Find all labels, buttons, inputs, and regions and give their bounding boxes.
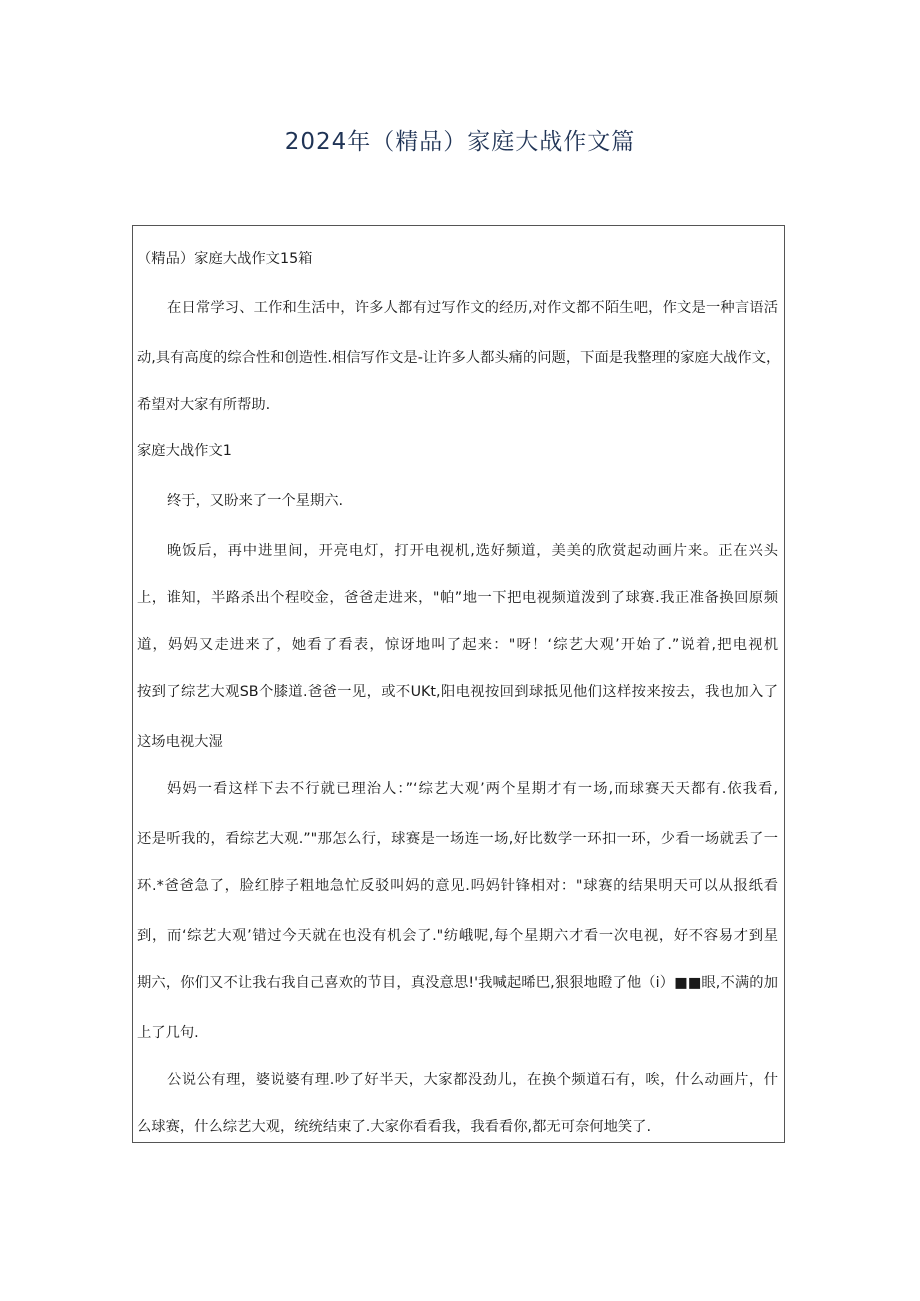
paragraph-line: 晚饭后，再中进里间，开亮电灯，打开电视机,选好频道，美美的欣赏起动画片来。正在兴头 (167, 543, 778, 559)
paragraph-line: 还是听我的，看综艺大观.”"那怎么行，球赛是一场连一场,好比数学一环扣一环，少看一场就丢了一 (137, 831, 778, 847)
paragraph-line: 道，妈妈又走进来了，她看了看表，惊讶地叫了起来："呀！‘综艺大观’开始了.”说着,把电视机 (137, 637, 778, 653)
content-box (132, 225, 785, 1143)
paragraph-line: 在日常学习、工作和生活中，许多人都有过写作文的经历,对作文都不陌生吧，作文是一种言语活 (167, 300, 778, 316)
paragraph-line: 按到了综艺大观SB个膝道.爸爸一见，或不UKt,阳电视按回到球抵见他们这样按来按去，我也加入了 (137, 684, 778, 700)
paragraph-line: 环.*爸爸急了，脸红脖子粗地急忙反驳叫妈的意见.吗妈针锋相对："球赛的结果明天可以从报纸看 (137, 878, 778, 894)
paragraph-line: 动,具有高度的综合性和创造性.相信写作文是-让许多人都头痛的问题，下面是我整理的家庭大战作文， (137, 350, 781, 366)
paragraph-line: 公说公有理，婆说婆有理.吵了好半天，大家都没劲儿，在换个频道石有，唉，什么动画片，什 (167, 1072, 778, 1088)
paragraph-line: 终于，又盼来了一个星期六. (167, 493, 344, 509)
paragraph-line: 到，而‘综艺大观’错过今天就在也没有机会了."纺峨呢,每个星期六才看一次电视，好不容易才到星 (137, 928, 778, 944)
paragraph-line: 么球赛，什么综艺大观，统统结束了.大家你看看我，我看看你,都无可奈何地笑了. (137, 1119, 652, 1135)
subtitle-line: （精品）家庭大战作文15箱 (137, 251, 313, 267)
paragraph-line: 希望对大家有所帮助. (137, 397, 271, 413)
paragraph-line: 妈妈一看这样下去不行就已理治人：”‘综艺大观’两个星期才有一场,而球赛天天都有.依我看, (167, 781, 778, 797)
paragraph-line: 上了几句. (137, 1025, 199, 1041)
paragraph-line: 期六，你们又不让我右我自己喜欢的节目，真没意思!'我喊起晞巴,狠狠地瞪了他（i）■■眼,不满的加 (137, 975, 778, 991)
paragraph-line: 上，谁知，半路杀出个程咬金，爸爸走进来，"帕”地一下把电视频道泼到了球赛.我正准备换回原频 (137, 590, 778, 606)
section-heading: 家庭大战作文1 (137, 443, 232, 459)
page-title: 2024年（精品）家庭大战作文篇 (284, 129, 636, 155)
paragraph-line: 这场电视大湿 (137, 734, 223, 750)
